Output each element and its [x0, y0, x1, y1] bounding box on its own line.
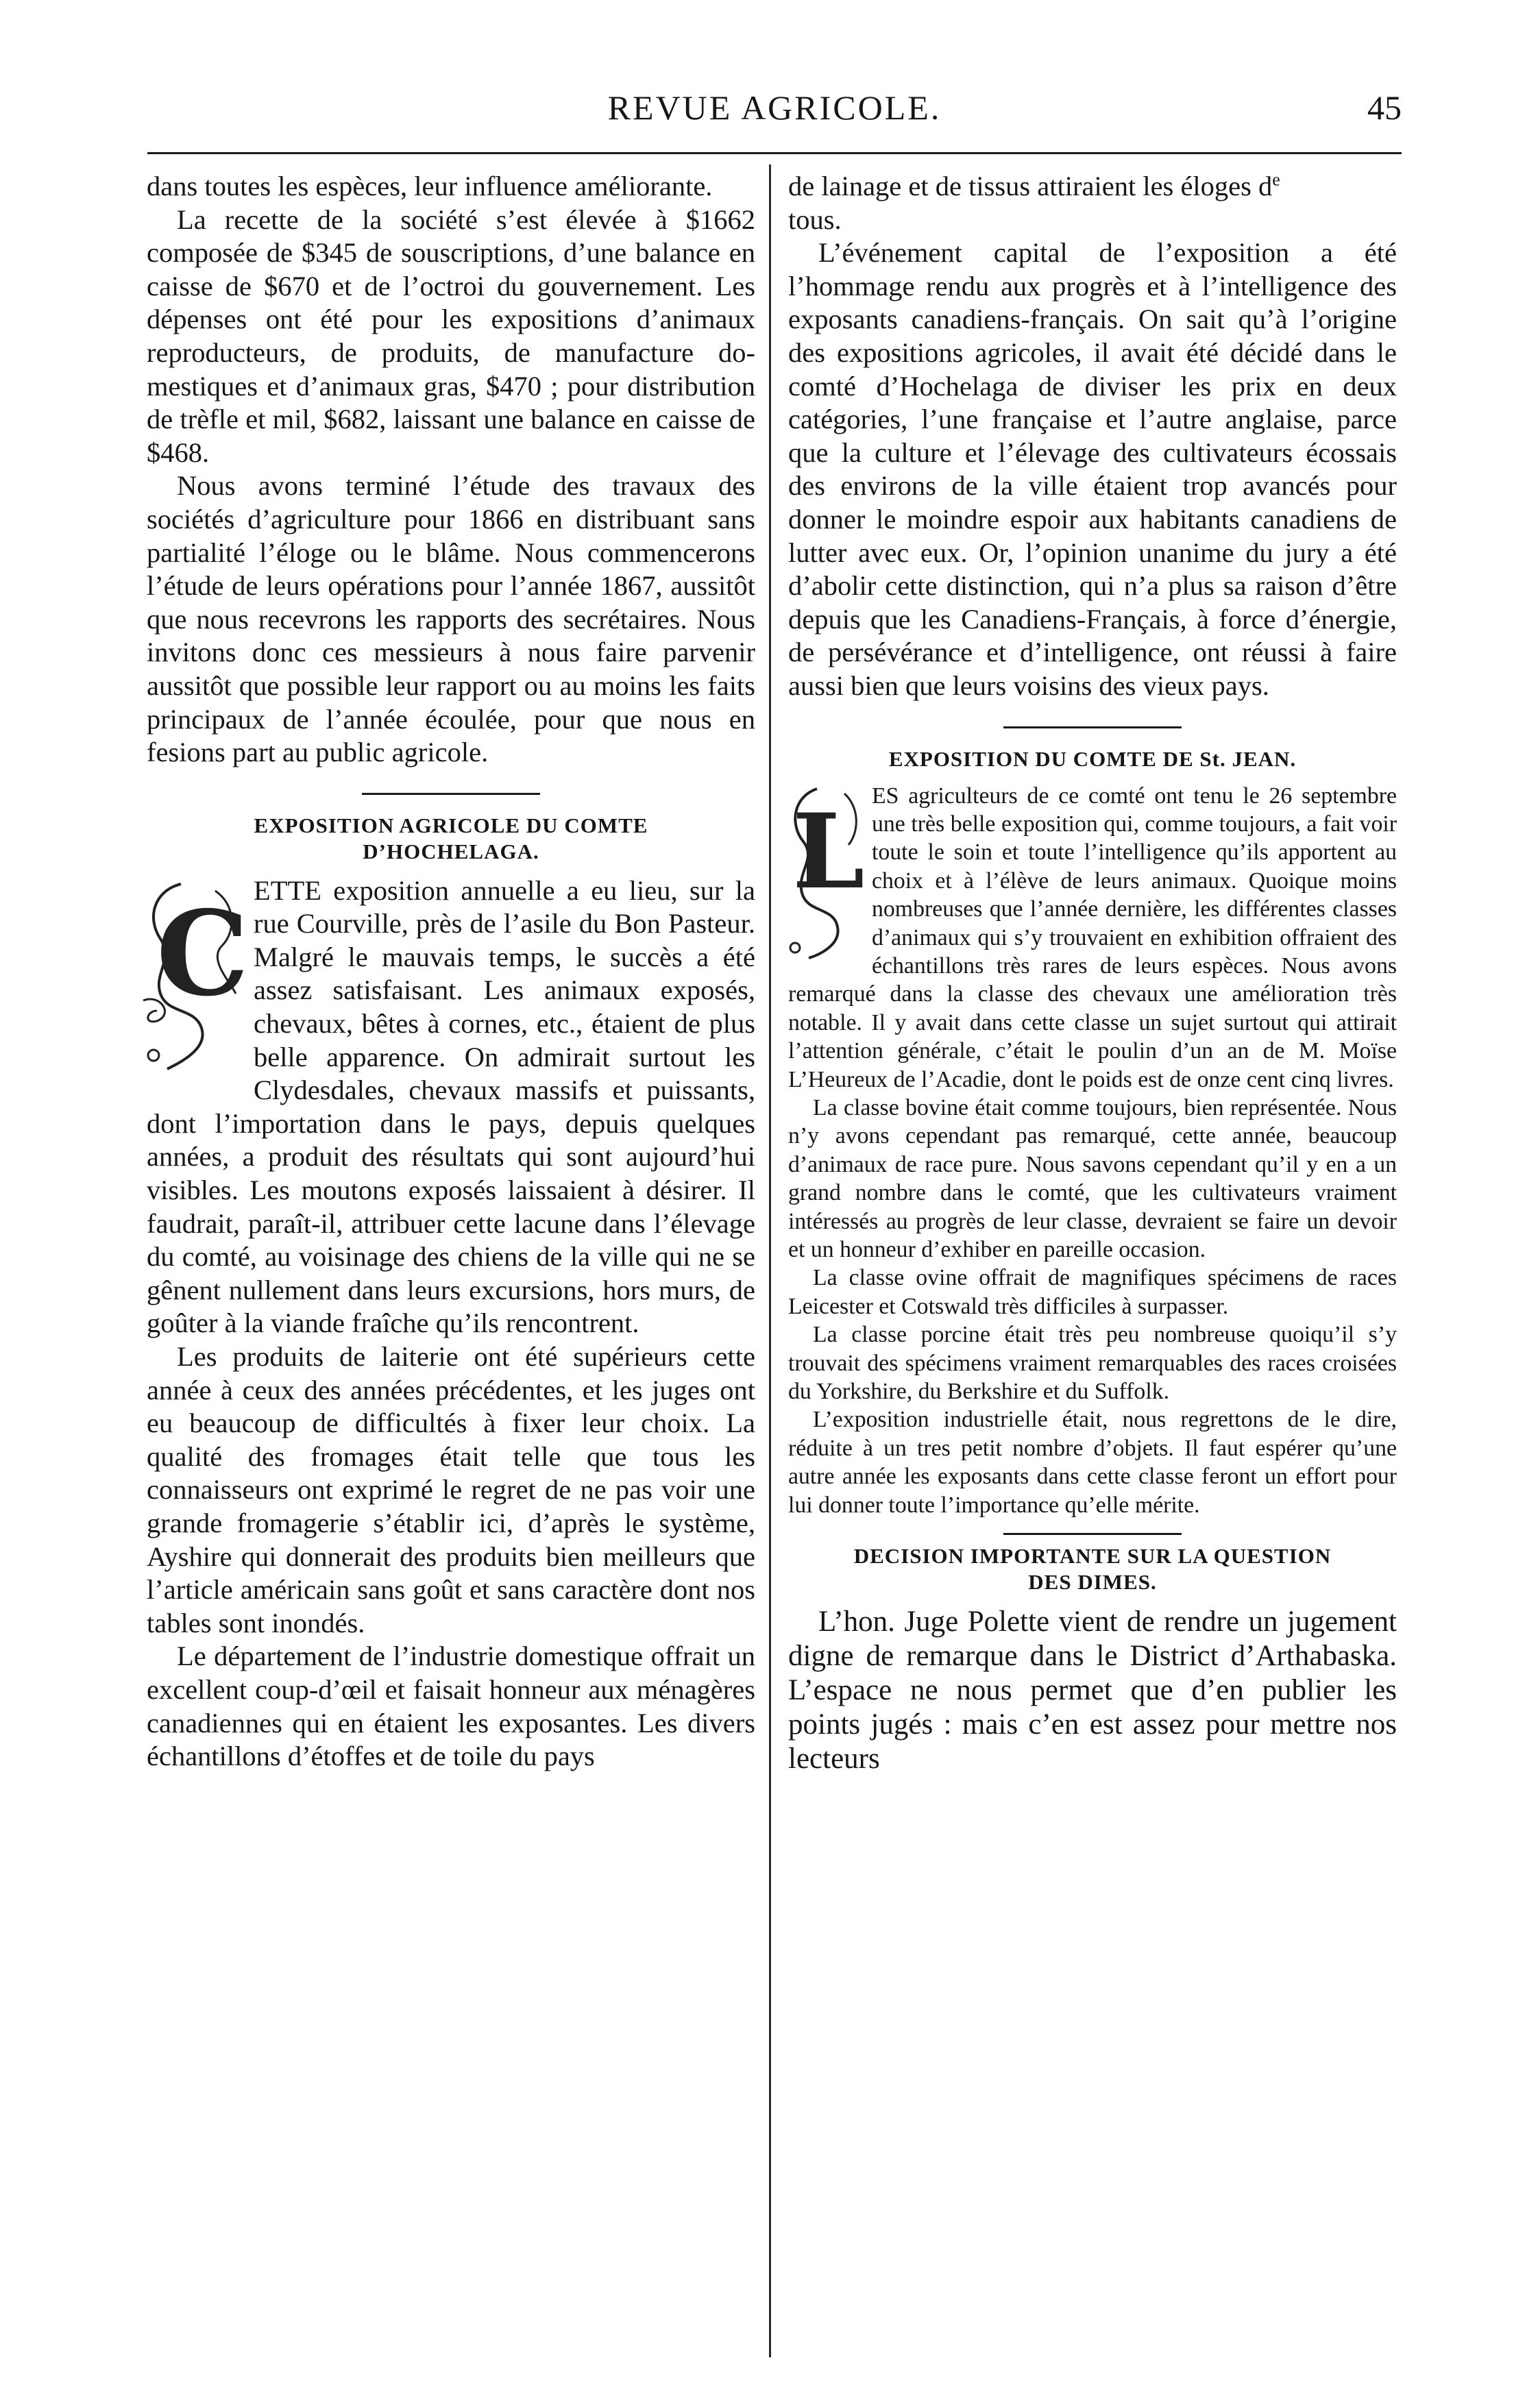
- large-text-block: [788, 1605, 1397, 1776]
- column-divider: [769, 164, 771, 2357]
- paragraph: L’événement capital de l’exposition a été l’hommage rendu aux progrès et à l’intelligence des exposants canadiens-français. On sait qu’à l’origine des expositions agricoles, il avait été décidé dans le comté d’Hochelaga de diviser les prix en deux catégories, l’une française et l’autre anglaise, parce que la culture et l’élevage des cultivateurs écossais des environs de la ville étaient trop avancés pour donner le moindre espoir aux habitants canadiens de lutter avec eux. Or, l’opinion unanime du jury a été d’abolir cette distinction, qui n’a plus sa raison d’être depuis que les Canadiens-Français, à force d’énergie, de persévérance et d’intelligence, ont réussi à faire aussi bien que leurs voisins des vieux pays.: [788, 237, 1397, 701]
- section-rule: [362, 793, 540, 795]
- paragraph: L’exposition industrielle était, nous regrettons de le dire, réduite à un tres petit nombre d’objets. Il faut espérer qu’une autre année les exposants dans cette classe feront un effort pour lui donner toute l’importance qu’elle mérite.: [788, 1407, 1397, 1518]
- dropcap-letter: C: [156, 885, 249, 1022]
- section-rule: [1003, 726, 1182, 728]
- paragraph: ETTE exposition annuelle a eu lieu, sur la rue Courville, près de l’asile du Bon Pasteur. Malgré le mauvais temps, le succès a été assez satisfaisant. Les animaux exposés, chevaux, bêtes à cornes, etc., étaient de plus belle apparence. On admirait surtout les Clydesdales, chevaux massifs et puissants, dont l’importation dans le pays, depuis quelques années, a produit des résultats qui sont aujourd’hui visibles. Les moutons exposés laissaient à désirer. Il faudrait, paraît-il, attribuer cette lacune dans l’élevage du comté, au voisinage des chiens de la ville qui ne se gênent nullement dans leurs excursions, hors murs, de goûter à la viande fraîche qu’ils rencontrent.: [147, 874, 755, 1339]
- ornamental-dropcap: [783, 783, 865, 961]
- ornamental-dropcap: [140, 877, 249, 1076]
- section-title: EXPOSITION DU COMTE DE St. JEAN.: [888, 746, 1297, 771]
- right-column: [788, 170, 1397, 1776]
- dropcap-letter: L: [792, 791, 865, 912]
- paragraph: Nous avons terminé l’étude des travaux des sociétés d’agriculture pour 1866 en distribuant sans partialité l’éloge ou le blâme. Nous commencerons l’étude de leurs opérations pour l’année 1867, aussitôt que nous recevrons les rapports des secrétaires. Nous invitons donc ces messieurs à nous faire parvenir aussitôt que possible leur rapport ou au moins les faits principaux de l’année écoulée, pour que nous en fesions part au public agricole.: [147, 470, 755, 768]
- paragraph: [788, 170, 1397, 236]
- paragraph: ES agriculteurs de ce comté ont tenu le 26 septembre une très belle exposition qui, comme toujours, a fait voir toute le soin et toute l’intelligence qu’ils apportent au choix et à l’élève de leurs animaux. Quoique moins nombreuses que l’année dernière, les différentes classes d’animaux qui s’y trouvaient en exhibition offraient des échantillons très rares de leurs espèces. Nous avons remarqué dans la classe des chevaux une amélioration très notable. Il y avait dans cette classe un sujet surtout qui attirait l’attention générale, c’était le poulin d’un an de M. Moïse L’Heureux de l’Acadie, dont le poids est de onze cent cinq livres.: [788, 783, 1397, 1092]
- paragraph: La classe porcine était très peu nombreuse quoiqu’il s’y trouvait des spécimens vraiment remarquables des races croisées du Yorkshire, du Berkshire et du Suffolk.: [788, 1322, 1397, 1405]
- section-title-line: EXPOSITION AGRICOLE DU COMTE: [254, 813, 648, 837]
- small-text-block: [788, 782, 1397, 1520]
- section-title-line: DECISION IMPORTANTE SUR LA QUESTION: [853, 1544, 1332, 1569]
- paragraph: La classe ovine offrait de magnifiques spécimens de races Leicester et Cotswald très difficiles à surpasser.: [788, 1265, 1397, 1319]
- paragraph: L’hon. Juge Polette vient de rendre un jugement digne de remarque dans le District d’Arthabaska. L’espace ne nous permet que d’en publier les points jugés : mais c’en est assez pour mettre nos lecteurs: [788, 1606, 1397, 1776]
- paragraph: La recette de la société s’est élevée à $1662 composée de $345 de souscriptions, d’une balance en caisse de $670 et de l’octroi du gouvernement. Les dépenses ont été pour les expositions d’animaux reproducteurs, de produits, de manufacture domestiques et d’animaux gras, $470 ; pour distribution de trèfle et mil, $682, laissant une balance en caisse de $468.: [147, 204, 755, 468]
- paragraph: La classe bovine était comme toujours, bien représentée. Nous n’y avons cependant pas remarqué, cette année, beaucoup d’animaux de race pure. Nous savons cependant qu’il y en a un grand nombre dans le comté, que les cultivateurs vraiment intéressés au progrès de leur classe, devraient se faire un devoir et un honneur d’exhiber en pareille occasion.: [788, 1094, 1397, 1262]
- paragraph: Les produits de laiterie ont été supérieurs cette année à ceux des années précédentes, et les juges ont eu beaucoup de difficultés à fixer leur choix. La qualité des fromages était telle que tous les connaisseurs ont exprimé le regret de ne pas voir une grande fromagerie s’établir ici, d’après le système, Ayshire qui donnerait des produits bien meilleurs que l’article américain sans goût et sans caractère dont nos tables sont inondés.: [147, 1341, 755, 1638]
- section-rule: [1003, 1533, 1182, 1535]
- section-title: [788, 1543, 1397, 1595]
- header-rule: [147, 152, 1402, 154]
- section-title: [147, 813, 755, 865]
- section-title-line: DES DIMES.: [1028, 1570, 1157, 1595]
- superscript: e: [1272, 169, 1280, 190]
- left-column: [147, 170, 755, 1773]
- paragraph: dans toutes les espèces, leur influence améliorante.: [147, 171, 713, 201]
- paragraph-text: de lainage et de tissus attiraient les éloges d: [788, 171, 1273, 201]
- page-number: 45: [1367, 88, 1402, 127]
- section-title-line: D’HOCHELAGA.: [363, 839, 539, 863]
- page-header: [147, 82, 1402, 144]
- paragraph-text: tous.: [788, 204, 842, 235]
- paragraph: Le département de l’industrie domestique offrait un excellent coup-d’œil et faisait honneur aux ménagères canadiennes qui en étaient les exposantes. Les divers échantillons d’étoffes et de toile du pays: [147, 1641, 755, 1772]
- running-title: REVUE AGRICOLE.: [607, 88, 942, 127]
